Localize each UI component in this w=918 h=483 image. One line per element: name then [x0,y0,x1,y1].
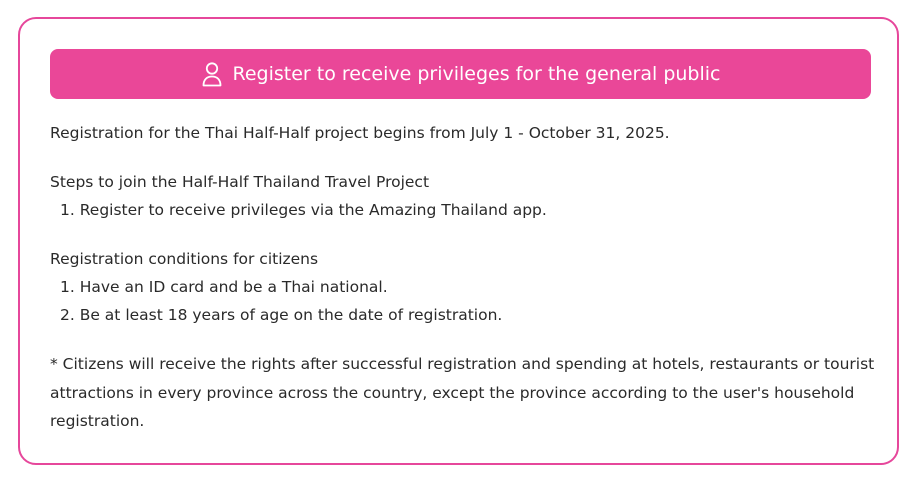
register-button[interactable] [50,49,871,99]
conditions-item: 1. Have an ID card and be a Thai national. [60,278,388,296]
conditions-heading: Registration conditions for citizens [50,250,319,268]
registration-info [50,119,880,457]
conditions-item: 2. Be at least 18 years of age on the date of registration. [60,306,503,324]
conditions-section [50,245,880,329]
user-icon [201,61,223,87]
footnote-text: * Citizens will receive the rights after successful registration and spending at hotels, restaurants or tourist attractions in every province across the country, except the province according to the user's household registration. [50,355,875,430]
register-button-label: Register to receive privileges for the general public [232,63,721,85]
steps-heading: Steps to join the Half-Half Thailand Travel Project [50,173,430,191]
intro-text: Registration for the Thai Half-Half project begins from July 1 - October 31, 2025. [50,124,670,142]
steps-section [50,168,880,224]
steps-item: 1. Register to receive privileges via the Amazing Thailand app. [60,201,547,219]
privileges-card [18,17,899,465]
